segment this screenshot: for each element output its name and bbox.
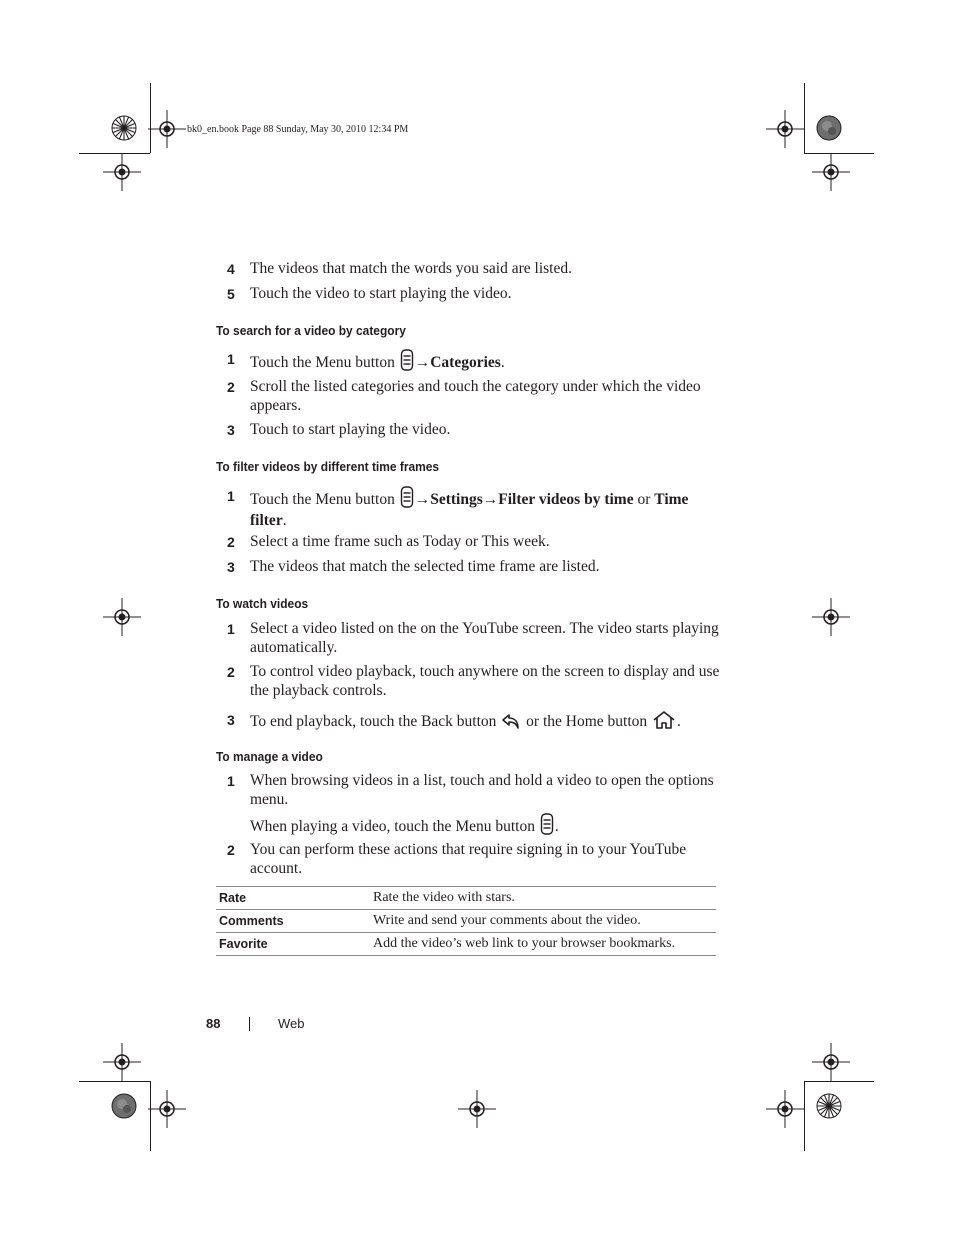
section-heading: To manage a video [216, 749, 323, 764]
footer-section-name: Web [278, 1016, 305, 1031]
registration-mark-icon [766, 110, 804, 148]
step-text: The videos that match the selected time frame are listed. [250, 558, 600, 575]
back-icon [501, 712, 521, 730]
menu-icon [400, 349, 414, 371]
step-text-part: . [500, 354, 505, 371]
table-row [216, 933, 716, 956]
step-number: 4 [227, 261, 235, 277]
step-number: 1 [227, 773, 235, 789]
step-text: The videos that match the words you said are listed. [250, 260, 572, 277]
step-text-part: or [633, 491, 655, 508]
step-number: 5 [227, 286, 235, 302]
step-number: 2 [227, 534, 235, 550]
step-text: You can perform these actions that require signing in to your YouTube account. [250, 841, 687, 877]
color-wheel-icon [816, 1093, 842, 1119]
step-text: Select a video listed on the on the YouTube screen. The video starts playing automatically. [250, 620, 719, 656]
step-number: 2 [227, 664, 235, 680]
section-heading: To filter videos by different time frames [216, 459, 440, 474]
step-number: 3 [227, 422, 235, 438]
registration-mark-icon [766, 1090, 804, 1128]
menu-path-categories: Categories [430, 354, 501, 371]
step-text: Select a time frame such as Today or This week. [250, 533, 550, 550]
step-number: 3 [227, 559, 235, 575]
actions-table [216, 886, 716, 956]
registration-mark-icon [812, 1043, 850, 1081]
arrow: → [482, 491, 499, 508]
menu-icon [540, 813, 554, 835]
color-wheel-icon [111, 115, 137, 141]
step-text-part: Touch the Menu button [250, 354, 399, 371]
footer-divider [249, 1017, 250, 1031]
action-name: Rate [216, 887, 373, 910]
crop-line [804, 1081, 874, 1082]
color-wheel-icon [816, 115, 842, 141]
section-heading: To watch videos [216, 596, 309, 611]
print-header: bk0_en.book Page 88 Sunday, May 30, 2010 12:34 PM [187, 124, 409, 135]
action-description: Write and send your comments about the video. [373, 910, 716, 933]
section-heading: To search for a video by category [216, 323, 406, 338]
step-number: 1 [227, 351, 235, 367]
crop-line [804, 1081, 805, 1151]
step-number: 1 [227, 488, 235, 504]
step-text-part: To end playback, touch the Back button [250, 713, 501, 730]
step-text-part: . [282, 512, 287, 529]
step-text-part: When playing a video, touch the Menu button [250, 818, 539, 835]
step-text: Touch to start playing the video. [250, 421, 451, 438]
registration-mark-icon [458, 1090, 496, 1128]
registration-mark-icon [148, 1090, 186, 1128]
step-text: When browsing videos in a list, touch and hold a video to open the options menu. [250, 772, 714, 808]
registration-mark-icon [812, 153, 850, 191]
step-text [250, 710, 720, 731]
step-text-part: . [554, 818, 559, 835]
step-number: 3 [227, 712, 235, 728]
step-number: 1 [227, 621, 235, 637]
step-text: To control video playback, touch anywhere on the screen to display and use the playback controls. [250, 663, 720, 699]
registration-mark-icon [103, 153, 141, 191]
home-icon [652, 710, 676, 730]
action-name: Favorite [216, 933, 373, 956]
step-text [250, 486, 720, 531]
action-description: Rate the video with stars. [373, 887, 716, 910]
step-text: Scroll the listed categories and touch the category under which the video appears. [250, 378, 701, 414]
page-number: 88 [206, 1016, 221, 1031]
menu-path-filter-videos: Filter videos by time [498, 491, 634, 508]
registration-mark-icon [812, 598, 850, 636]
registration-mark-icon [148, 110, 186, 148]
registration-mark-icon [103, 598, 141, 636]
arrow: → [414, 491, 431, 508]
registration-mark-icon [103, 1043, 141, 1081]
crop-line [79, 1081, 150, 1082]
step-text-part: Touch the Menu button [250, 491, 399, 508]
table-row [216, 887, 716, 910]
step-number: 2 [227, 379, 235, 395]
table-row [216, 910, 716, 933]
step-text-part: . [677, 713, 681, 730]
step-text [250, 349, 720, 372]
step-subtext [250, 813, 720, 836]
action-description: Add the video’s web link to your browser bookmarks. [373, 933, 716, 956]
color-wheel-icon [111, 1093, 137, 1119]
arrow: → [414, 354, 431, 371]
menu-icon [400, 486, 414, 508]
menu-path-time-filter: Time filter [250, 491, 689, 529]
step-text: Touch the video to start playing the video. [250, 285, 512, 302]
crop-line [804, 83, 805, 153]
menu-path-settings: Settings [430, 491, 483, 508]
action-name: Comments [216, 910, 373, 933]
step-text-part: or the Home button [522, 713, 652, 730]
step-number: 2 [227, 842, 235, 858]
